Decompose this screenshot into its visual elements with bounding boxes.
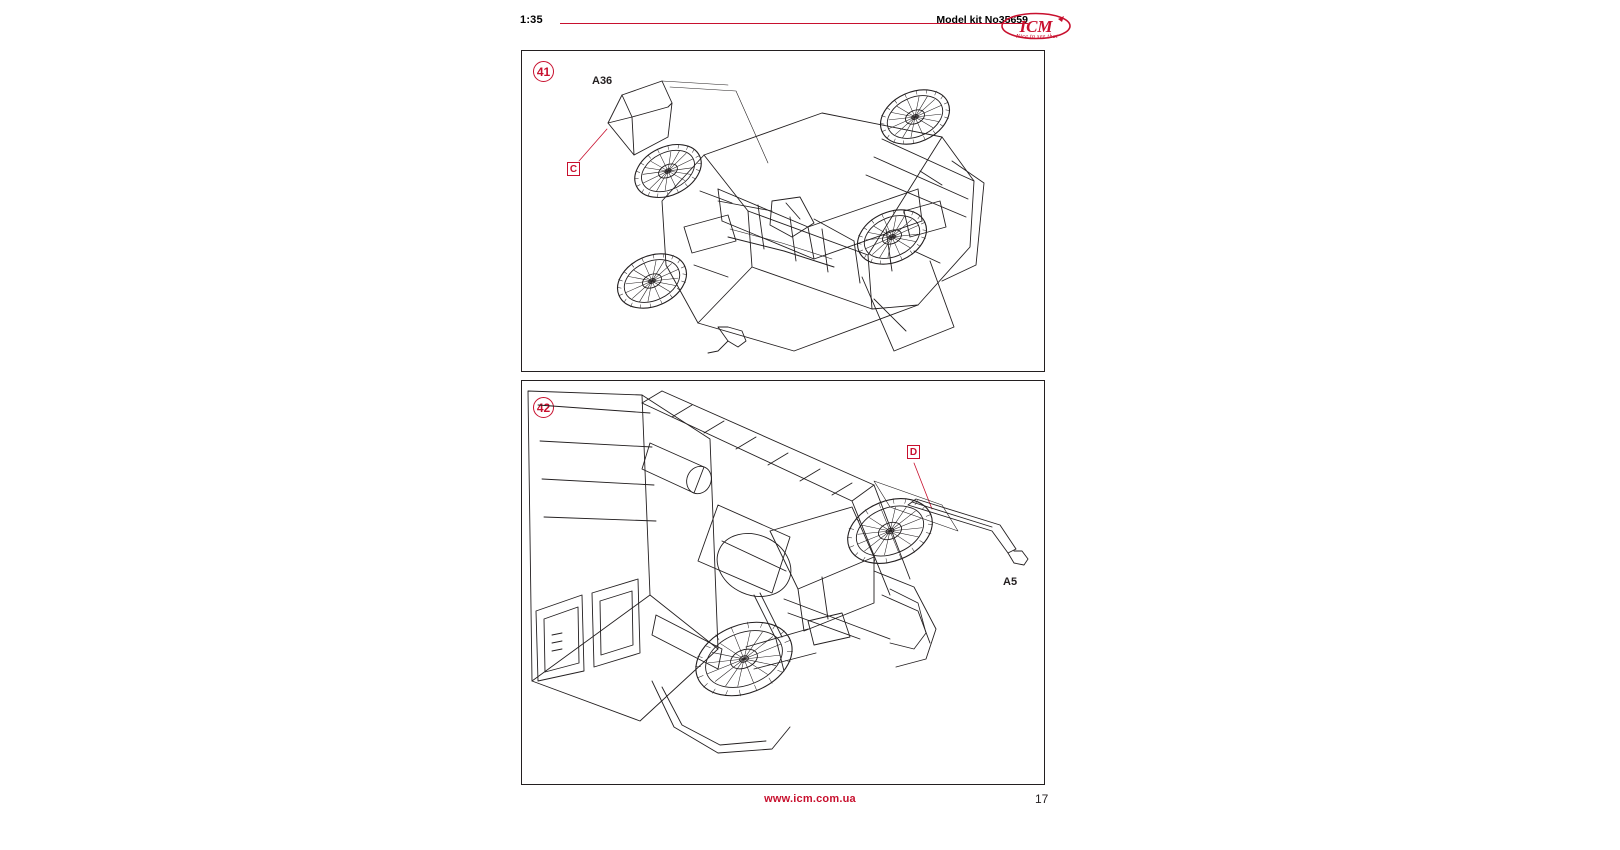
step-42-illustration <box>522 381 1046 786</box>
step-number-badge: 42 <box>533 397 554 418</box>
part-label-a5: A5 <box>1003 576 1018 588</box>
website-url[interactable]: www.icm.com.ua <box>764 793 856 805</box>
step-41-illustration <box>522 51 1046 373</box>
step-panel-41 <box>521 50 1045 372</box>
page-header <box>520 14 1070 38</box>
logo-tagline: Nice to see that <box>1016 34 1058 40</box>
letter-marker-c: C <box>567 162 580 176</box>
kit-number-label: Model kit No35659 <box>936 14 1028 26</box>
page-number: 17 <box>1035 792 1049 806</box>
part-label-a36: A36 <box>592 75 613 87</box>
icm-logo <box>1000 12 1072 42</box>
svg-text:ICM: ICM <box>1019 17 1053 36</box>
step-panel-42 <box>521 380 1045 785</box>
letter-marker-d: D <box>907 445 920 459</box>
step-number-badge: 41 <box>533 61 554 82</box>
scale-label: 1:35 <box>520 14 543 26</box>
